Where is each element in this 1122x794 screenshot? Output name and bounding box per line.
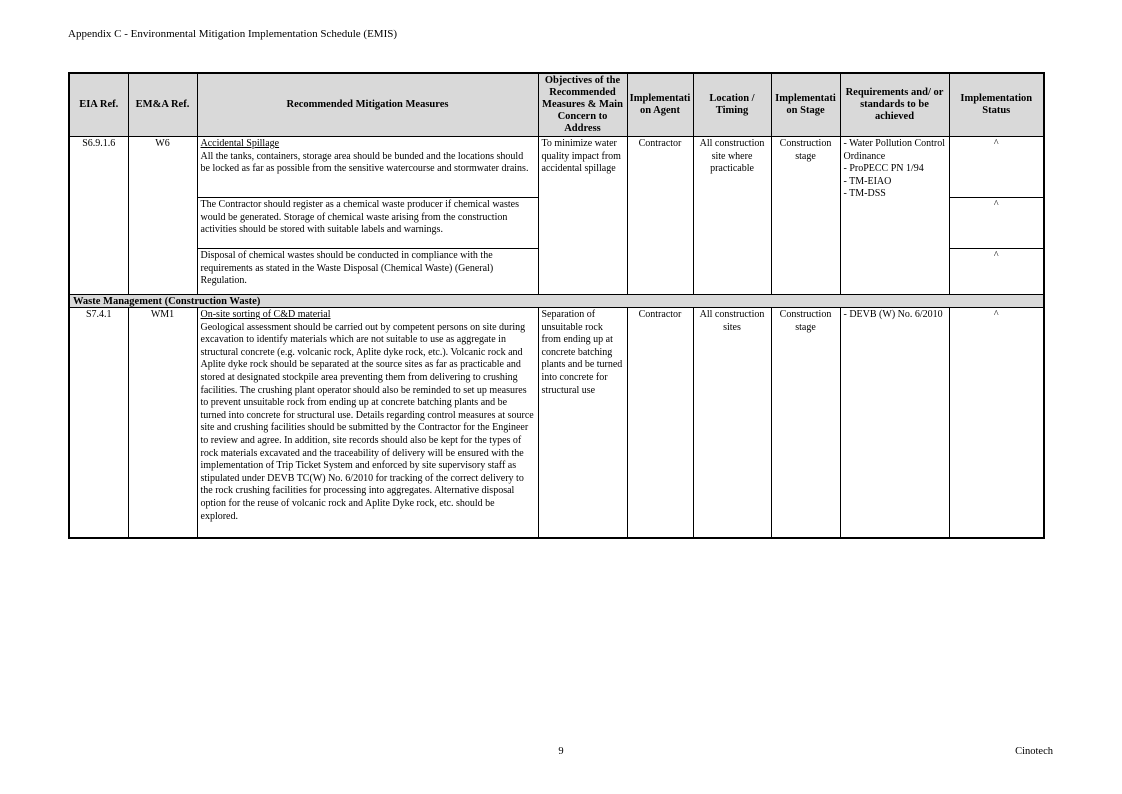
cell-status: ^ xyxy=(949,198,1044,249)
document-title: Appendix C - Environmental Mitigation Implementation Schedule (EMIS) xyxy=(68,28,398,40)
column-header-status: Implementation Status xyxy=(949,73,1044,137)
cell-location-timing: All construction sites xyxy=(693,308,771,538)
footer-company-name: Cinotech xyxy=(1015,746,1053,757)
cell-agent: Contractor xyxy=(627,308,693,538)
table-row xyxy=(69,308,1044,538)
column-header-stage: Implementation Stage xyxy=(771,73,840,137)
requirement-item: - Water Pollution Control Ordinance xyxy=(843,138,946,162)
cell-location-timing: All construction site where practicable xyxy=(693,137,771,295)
measure-text: Geological assessment should be carried out by competent persons on site during excavation to identify materials which are not suitable to use as aggregate in structural concrete (e.g. volcanic rock, Aplite dyke rock, etc.). Volcanic rock and Aplite dyke rock should be separated at the source sites as far as practicable and stored at designated stockpile area preventing them from delivering to crushing facilities. The crushing plant operator should also be reminded to set up measures to prevent unsuitable rock from ending up at concrete batching plants and be turned into concrete for structural use. Details regarding control measures at source site and crushing facilities should be submitted by the Contractor for the Engineer to review and agree. In addition, site records should also be kept for the types of rock materials excavated and the traceability of delivery will be ensured with the implementation of Trip Ticket System and enforced by site supervisory staff as stipulated under DEVB TC(W) No. 6/2010 for tracking of the correct delivery to the rock crushing facilities for processing into aggregates. Alternative disposal option for the reuse of volcanic rock and Aplite Dyke rock, etc. should be explored. xyxy=(200,321,534,522)
section-header: Waste Management (Construction Waste) xyxy=(69,295,1044,308)
cell-requirements xyxy=(840,308,949,538)
cell-eia-ref: S7.4.1 xyxy=(69,308,128,538)
requirement-item: - TM-DSS xyxy=(843,188,886,200)
requirement-item: - ProPECC PN 1/94 xyxy=(843,163,924,175)
column-header-measures: Recommended Mitigation Measures xyxy=(197,73,538,137)
column-header-requirements: Requirements and/ or standards to be achieved xyxy=(840,73,949,137)
cell-objective: Separation of unsuitable rock from ending up at concrete batching plants and be turned into concrete for structural use xyxy=(538,308,627,538)
cell-ema-ref: W6 xyxy=(128,137,197,295)
column-header-eia-ref: EIA Ref. xyxy=(69,73,128,137)
cell-ema-ref: WM1 xyxy=(128,308,197,538)
cell-measure: Disposal of chemical wastes should be conducted in compliance with the requirements as stated in the Waste Disposal (Chemical Waste) (General) Regulation. xyxy=(197,249,538,295)
column-header-objectives: Objectives of the Recommended Measures & Main Concern to Address xyxy=(538,73,627,137)
column-header-agent: Implementation Agent xyxy=(627,73,693,137)
requirement-item: - TM-EIAO xyxy=(843,175,892,187)
requirement-item: - DEVB (W) No. 6/2010 xyxy=(843,309,943,320)
cell-status: ^ xyxy=(949,249,1044,295)
table-header-row xyxy=(69,73,1044,137)
column-header-location-timing: Location / Timing xyxy=(693,73,771,137)
section-header-row xyxy=(69,295,1044,308)
cell-agent: Contractor xyxy=(627,137,693,295)
cell-requirements xyxy=(840,137,949,295)
measure-heading: On-site sorting of C&D material xyxy=(200,309,331,320)
emis-table xyxy=(68,72,1045,539)
cell-stage: Construction stage xyxy=(771,137,840,295)
cell-status: ^ xyxy=(949,137,1044,198)
cell-measure: The Contractor should register as a chemical waste producer if chemical wastes would be generated. Storage of chemical waste arising from the construction activities should be stored with suitable labels and warnings. xyxy=(197,198,538,249)
measure-text: All the tanks, containers, storage area should be bunded and the locations should be locked as far as possible from the sensitive watercourse and stormwater drains. xyxy=(200,150,529,175)
page-number: 9 xyxy=(558,746,564,757)
cell-measure xyxy=(197,308,538,538)
measure-heading: Accidental Spillage xyxy=(200,138,280,149)
table-row xyxy=(69,137,1044,198)
cell-eia-ref: S6.9.1.6 xyxy=(69,137,128,295)
cell-status: ^ xyxy=(949,308,1044,538)
column-header-ema-ref: EM&A Ref. xyxy=(128,73,197,137)
cell-objective: To minimize water quality impact from accidental spillage xyxy=(538,137,627,295)
cell-measure xyxy=(197,137,538,198)
cell-stage: Construction stage xyxy=(771,308,840,538)
